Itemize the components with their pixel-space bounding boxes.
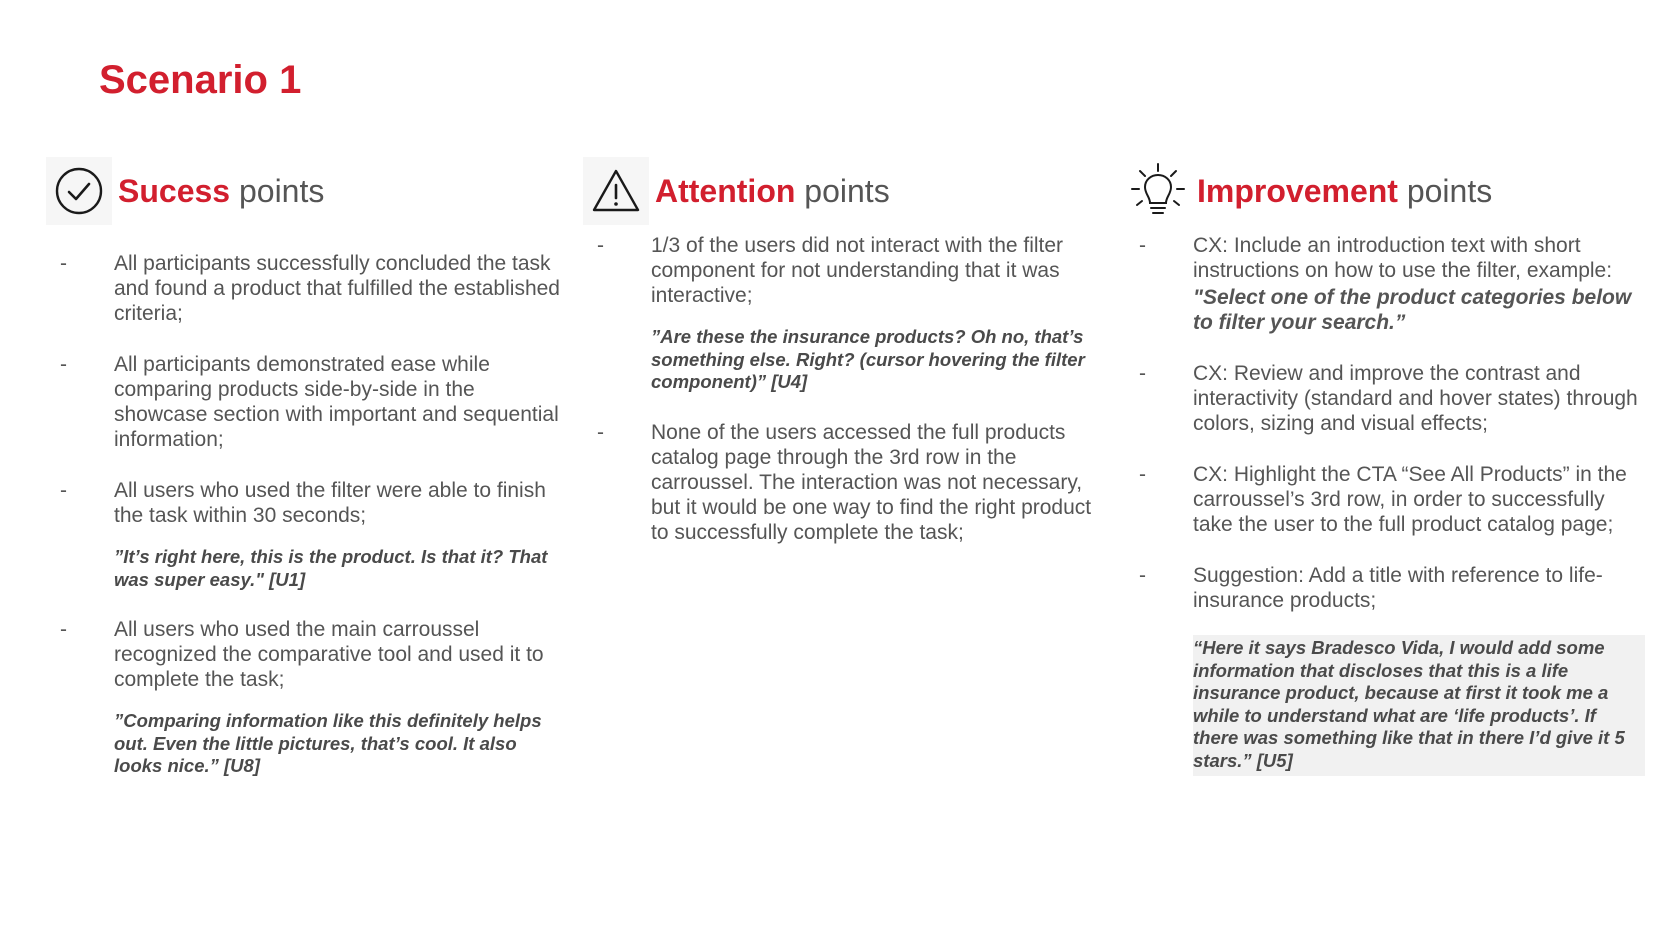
heading-rest: points bbox=[1397, 172, 1493, 209]
dash-marker: - bbox=[597, 234, 604, 257]
improvement-points-heading bbox=[1197, 173, 1492, 210]
success-points-header bbox=[46, 153, 566, 229]
heading-rest: points bbox=[230, 172, 325, 209]
dash-marker: - bbox=[597, 420, 604, 444]
list-item bbox=[46, 478, 566, 591]
list-item bbox=[1125, 462, 1645, 537]
item-text: CX: Include an introduction text with short instructions on how to use the filter, example: bbox=[1193, 234, 1613, 282]
attention-points-header bbox=[583, 153, 1113, 229]
improvement-points-column bbox=[1125, 153, 1645, 776]
item-text: All participants demonstrated ease while comparing products side-by-side in the showcase section with important and sequential information; bbox=[114, 353, 559, 451]
list-item bbox=[1125, 563, 1645, 776]
list-item bbox=[1125, 361, 1645, 436]
dash-marker: - bbox=[60, 479, 67, 502]
list-item bbox=[583, 233, 1113, 394]
dash-marker: - bbox=[1139, 564, 1146, 587]
heading-accent: Sucess bbox=[118, 172, 231, 209]
attention-points-heading bbox=[655, 173, 890, 210]
heading-accent: Attention bbox=[655, 172, 796, 209]
item-text: Suggestion: Add a title with reference to life-insurance products; bbox=[1193, 564, 1603, 612]
item-text: None of the users accessed the full products catalog page through the 3rd row in the carroussel. The interaction was not necessary, but it would be one way to find the right product to successfully complete the task; bbox=[651, 420, 1092, 544]
item-text: 1/3 of the users did not interact with the filter component for not understanding that it was interactive; bbox=[651, 234, 1064, 307]
dash-marker: - bbox=[60, 618, 67, 641]
example-quote: "Select one of the product categories below to filter your search.” bbox=[1193, 286, 1632, 334]
user-quote: ”Are these the insurance products? Oh no, that’s something else. Right? (cursor hovering the filter component)” [U4] bbox=[651, 326, 1085, 392]
dash-marker: - bbox=[1139, 362, 1146, 385]
list-item bbox=[46, 617, 566, 778]
list-item bbox=[46, 352, 566, 452]
item-text: CX: Review and improve the contrast and interactivity (standard and hover states) through colors, sizing and visual effects; bbox=[1193, 362, 1638, 435]
success-points-heading bbox=[118, 173, 324, 210]
heading-accent: Improvement bbox=[1197, 172, 1398, 209]
improvement-points-header bbox=[1125, 153, 1645, 229]
user-quote: ”Comparing information like this definitely helps out. Even the little pictures, that’s cool. It also looks nice.” [U8] bbox=[114, 710, 542, 776]
page-title: Scenario 1 bbox=[99, 58, 302, 102]
dash-marker: - bbox=[1139, 463, 1146, 486]
list-item bbox=[1125, 233, 1645, 335]
lightbulb-icon bbox=[1125, 157, 1191, 225]
item-text: All users who used the main carroussel recognized the comparative tool and used it to complete the task; bbox=[114, 618, 544, 691]
success-points-column bbox=[46, 153, 566, 778]
item-text: All users who used the filter were able to finish the task within 30 seconds; bbox=[114, 479, 546, 527]
dash-marker: - bbox=[60, 252, 67, 275]
list-item bbox=[583, 420, 1113, 545]
dash-marker: - bbox=[1139, 234, 1146, 257]
dash-marker: - bbox=[60, 353, 67, 376]
attention-points-column bbox=[583, 153, 1113, 545]
warning-triangle-icon bbox=[583, 157, 649, 225]
user-quote: ”It’s right here, this is the product. Is that it? That was super easy." [U1] bbox=[114, 546, 548, 590]
item-text: All participants successfully concluded the task and found a product that fulfilled the established criteria; bbox=[114, 252, 560, 325]
heading-rest: points bbox=[795, 172, 890, 209]
check-circle-icon bbox=[46, 157, 112, 225]
item-text: CX: Highlight the CTA “See All Products” in the carroussel’s 3rd row, in order to successfully take the user to the full product catalog page; bbox=[1193, 463, 1627, 536]
user-quote: “Here it says Bradesco Vida, I would add some information that discloses that this is a life insurance product, because at first it took me a while to understand what are ‘life products’. If there was something like that in there I’d give it 5 stars.” [U5] bbox=[1193, 635, 1645, 776]
list-item bbox=[46, 251, 566, 326]
